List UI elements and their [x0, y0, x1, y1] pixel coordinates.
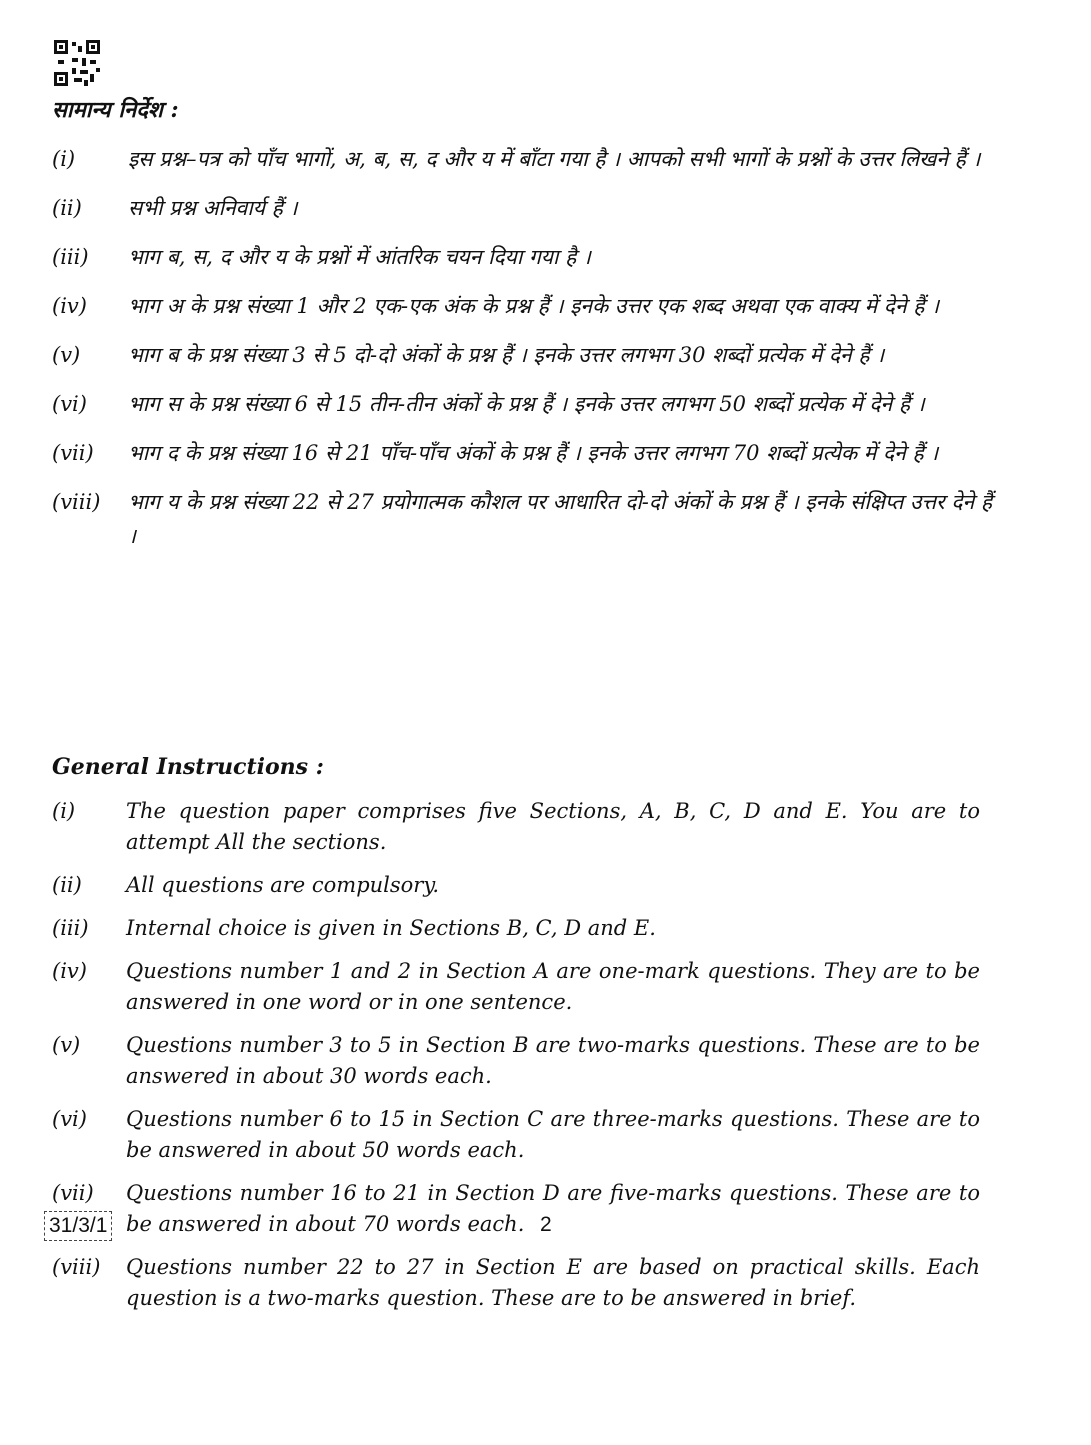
list-item	[52, 1252, 980, 1314]
item-number: (iv)	[52, 959, 87, 983]
item-text: The question paper comprises five Sections, A, B, C, D and E. You are to attempt All the sections.	[126, 799, 980, 854]
item-number: (ii)	[52, 873, 82, 897]
item-text: इस प्रश्न–पत्र को पाँच भागों, अ, ब, स, द और य में बाँटा गया है । आपको सभी भागों के प्रश्नों के उत्तर लिखने हैं ।	[128, 147, 981, 171]
item-number: (viii)	[52, 1255, 101, 1279]
list-item	[52, 1104, 980, 1166]
list-item	[52, 436, 992, 470]
item-text: Questions number 1 and 2 in Section A are one-mark questions. They are to be answered in one word or in one sentence.	[126, 959, 980, 1014]
item-text: Questions number 6 to 15 in Section C are three-marks questions. These are to be answered in about 50 words each.	[126, 1107, 980, 1162]
item-text: Questions number 16 to 21 in Section D are five-marks questions. These are to be answered in about 70 words each.	[126, 1181, 980, 1236]
item-number: (v)	[52, 343, 81, 367]
list-item	[52, 1030, 980, 1092]
page-number: 2	[540, 1213, 552, 1236]
qr-code-icon	[54, 40, 100, 86]
item-text: भाग ब के प्रश्न संख्या 3 से 5 दो-दो अंकों के प्रश्न हैं । इनके उत्तर लगभग 30 शब्दों प्रत्येक में देने हैं ।	[128, 343, 885, 367]
english-instructions-list	[52, 796, 980, 1326]
item-text: Questions number 22 to 27 in Section E are based on practical skills. Each question is a two-marks question. These are to be answered in brief.	[126, 1255, 980, 1310]
list-item	[52, 142, 992, 176]
item-number: (v)	[52, 1033, 81, 1057]
list-item	[52, 289, 992, 323]
item-text: भाग ब, स, द और य के प्रश्नों में आंतरिक चयन दिया गया है ।	[128, 245, 591, 269]
item-number: (vii)	[52, 1181, 94, 1205]
item-number: (iv)	[52, 294, 87, 318]
list-item	[52, 191, 992, 225]
item-number: (i)	[52, 147, 76, 171]
item-number: (i)	[52, 799, 76, 823]
item-text: All questions are compulsory.	[126, 873, 440, 897]
item-number: (ii)	[52, 196, 82, 220]
item-text: Questions number 3 to 5 in Section B are two-marks questions. These are to be answered in about 30 words each.	[126, 1033, 980, 1088]
paper-code: 31/3/1	[44, 1211, 112, 1241]
item-text: भाग द के प्रश्न संख्या 16 से 21 पाँच-पाँच अंकों के प्रश्न हैं । इनके उत्तर लगभग 70 शब्दों प्रत्येक में देने हैं ।	[128, 441, 939, 465]
item-text: Internal choice is given in Sections B, C, D and E.	[126, 916, 656, 940]
list-item	[52, 387, 992, 421]
item-number: (iii)	[52, 245, 89, 269]
list-item	[52, 1178, 980, 1240]
hindi-instructions-title: सामान्य निर्देश :	[52, 97, 179, 123]
list-item	[52, 870, 980, 901]
list-item	[52, 338, 992, 372]
list-item	[52, 956, 980, 1018]
list-item	[52, 240, 992, 274]
item-number: (vi)	[52, 392, 87, 416]
item-number: (iii)	[52, 916, 89, 940]
list-item	[52, 796, 980, 858]
english-instructions-title: General Instructions :	[52, 754, 324, 780]
hindi-instructions-list	[52, 142, 992, 568]
item-text: भाग य के प्रश्न संख्या 22 से 27 प्रयोगात्मक कौशल पर आधारित दो-दो अंकों के प्रश्न हैं । इनके संक्षिप्त उत्तर देने हैं ।	[128, 490, 992, 548]
list-item	[52, 913, 980, 944]
item-number: (vi)	[52, 1107, 87, 1131]
item-number: (vii)	[52, 441, 94, 465]
item-text: भाग स के प्रश्न संख्या 6 से 15 तीन-तीन अंकों के प्रश्न हैं । इनके उत्तर लगभग 50 शब्दों प्रत्येक में देने हैं ।	[128, 392, 925, 416]
item-number: (viii)	[52, 490, 101, 514]
item-text: सभी प्रश्न अनिवार्य हैं ।	[128, 196, 298, 220]
list-item	[52, 485, 992, 553]
item-text: भाग अ के प्रश्न संख्या 1 और 2 एक-एक अंक के प्रश्न हैं । इनके उत्तर एक शब्द अथवा एक वाक्य में देने हैं ।	[128, 294, 940, 318]
